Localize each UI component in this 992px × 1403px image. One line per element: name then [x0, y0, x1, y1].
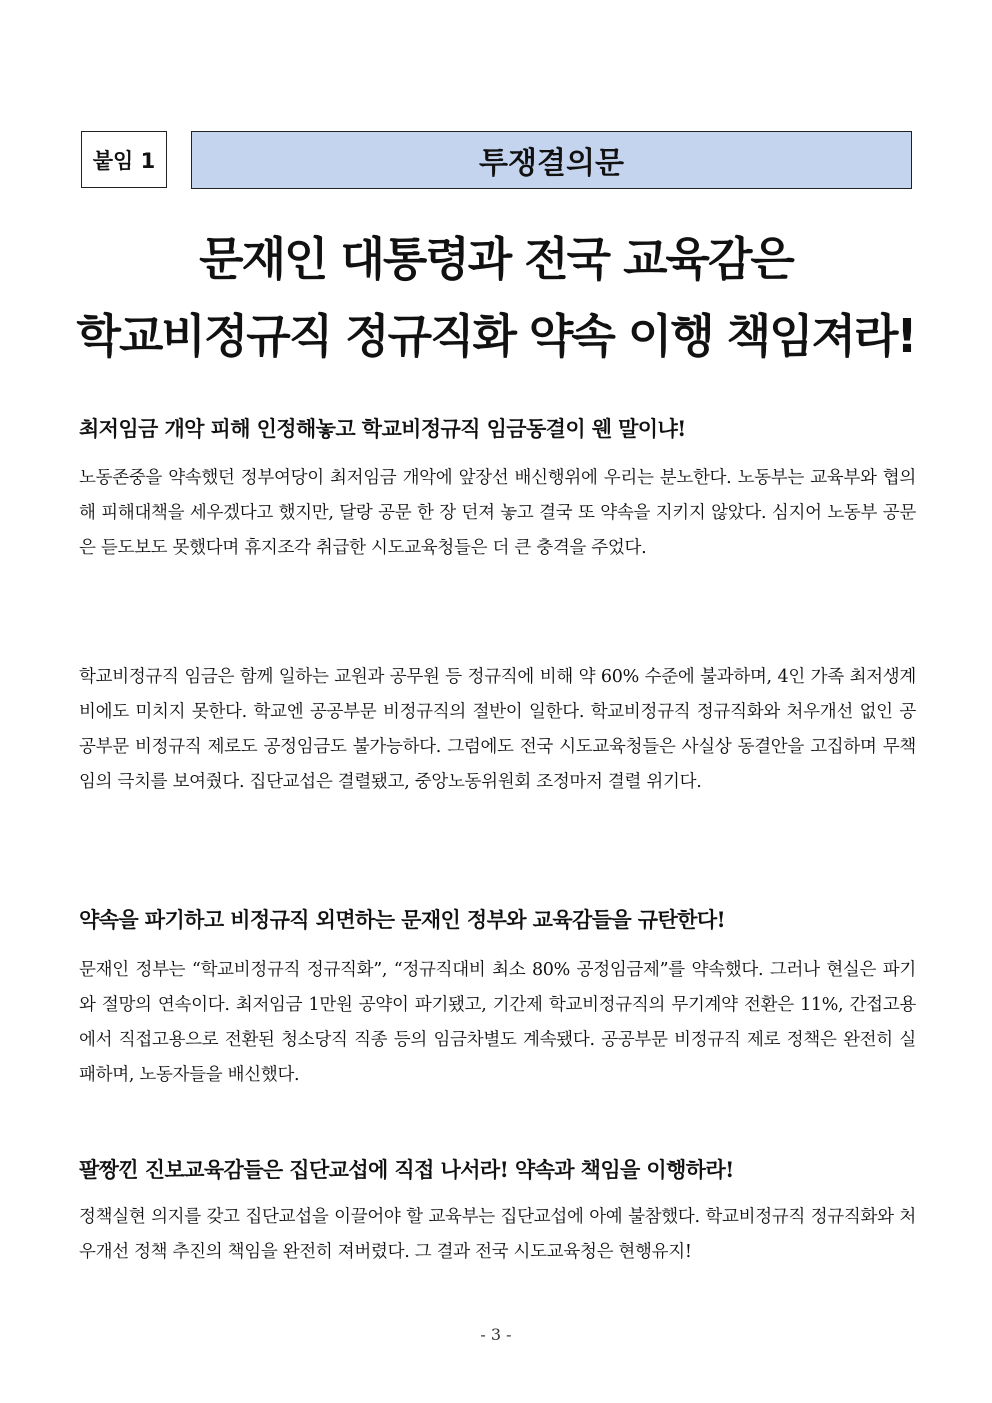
main-title-line-2: 학교비정규직 정규직화 약속 이행 책임져라! — [76, 309, 916, 363]
attachment-title-box: 투쟁결의문 — [191, 131, 912, 189]
section-heading-minimum-wage: 최저임금 개악 피해 인정해놓고 학교비정규직 임금동결이 웬 말이냐! — [79, 416, 686, 441]
paragraph-minimum-wage-betrayal: 노동존중을 약속했던 정부여당이 최저임금 개악에 앞장선 배신행위에 우리는 분노한다. 노동부는 교육부와 협의해 피해대책을 세우겠다고 했지만, 달랑 공문 한 장 던져 놓고 결국 또 약속을 지키지 않았다. 심지어 노동부 공문은 듣도보도 못했다며 휴지조각 취급한 시도교육청들은 더 큰 충격을 주었다. — [79, 468, 916, 558]
section-heading-education-superintendents: 팔짱낀 진보교육감들은 집단교섭에 직접 나서라! 약속과 책임을 이행하라! — [79, 1157, 734, 1182]
paragraph-broken-promises: 문재인 정부는 “학교비정규직 정규직화”, “정규직대비 최소 80% 공정임금제”를 약속했다. 그러나 현실은 파기와 절망의 연속이다. 최저임금 1만원 공약이 파기됐고, 기간제 학교비정규직의 무기계약 전환은 11%, 간접고용에서 직접고용으로 전환된 청소당직 직종 등의 임금차별도 계속됐다. 공공부문 비정규직 제로 정책은 완전히 실패하며, 노동자들을 배신했다. — [79, 960, 916, 1085]
paragraph-ministry-absence: 정책실현 의지를 갖고 집단교섭을 이끌어야 할 교육부는 집단교섭에 아예 불참했다. 학교비정규직 정규직화와 처우개선 정책 추진의 책임을 완전히 져버렸다. 그 결과 전국 시도교육청은 현행유지! — [79, 1207, 916, 1262]
paragraph-wage-gap: 학교비정규직 임금은 함께 일하는 교원과 공무원 등 정규직에 비해 약 60% 수준에 불과하며, 4인 가족 최저생계비에도 미치지 못한다. 학교엔 공공부문 비정규직의 절반이 일한다. 학교비정규직 정규직화와 처우개선 없인 공공부문 비정규직 제로도 공정임금도 불가능하다. 그럼에도 전국 시도교육청들은 사실상 동결안을 고집하며 무책임의 극치를 보여줬다. 집단교섭은 결렬됐고, 중앙노동위원회 조정마저 결렬 위기다. — [79, 667, 916, 792]
main-title-line-1: 문재인 대통령과 전국 교육감은 — [199, 232, 793, 286]
section-heading-condemn-government: 약속을 파기하고 비정규직 외면하는 문재인 정부와 교육감들을 규탄한다! — [79, 907, 726, 932]
page-number: - 3 - — [480, 1325, 512, 1344]
attachment-label: 붙임 1 — [81, 131, 167, 188]
